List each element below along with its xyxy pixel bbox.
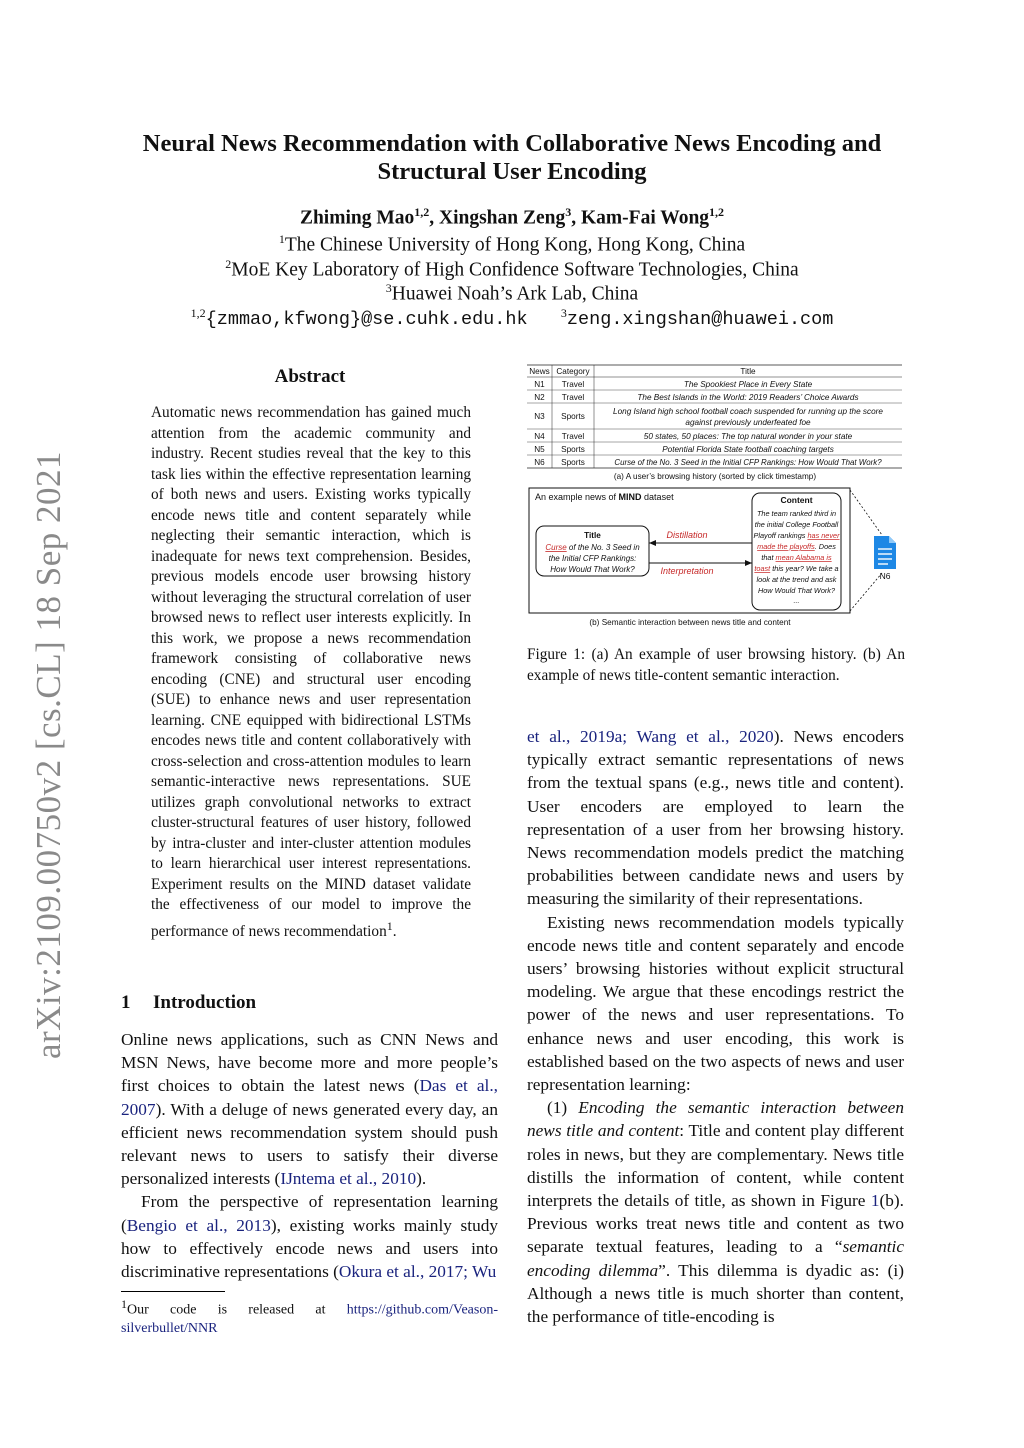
text: ; [622, 727, 637, 746]
text: Encoding the semantic interaction between news title and content [527, 1098, 904, 1141]
author-name: Kam-Fai Wong [581, 207, 710, 229]
text: (1) [547, 1098, 579, 1118]
table-header-category: Category [556, 367, 590, 376]
text: semantic encoding dilemma [527, 1237, 904, 1280]
doc-label: N6 [879, 571, 891, 581]
citation-link[interactable]: Das et al., 2007 [121, 1076, 498, 1119]
intro-right-column [527, 725, 904, 1328]
interpretation-label: Interpretation [660, 566, 714, 576]
row-category: Sports [561, 445, 585, 454]
aff-text: Huawei Noah’s Ark Lab, China [391, 283, 639, 305]
arxiv-side-stamp [28, 450, 70, 1060]
callout-line [850, 490, 882, 535]
footnote-mark: 1 [386, 918, 393, 933]
row-id: N4 [534, 432, 545, 441]
footnote-rule [121, 1291, 225, 1292]
author-sup: 1,2 [414, 205, 430, 219]
text: : Title and content play different roles in news, but they are complementary. News title distills the information of content, while content interprets the details of title, as shown in Figure [527, 1121, 905, 1211]
abstract-heading: Abstract [274, 366, 346, 387]
text: ). With a deluge of news generated every day, an efficient news recommendation system should push relevant news to users to satisfy their diverse personalized interests ( [121, 1099, 498, 1189]
row-id: N5 [534, 445, 545, 454]
caption-b: (b) Semantic interaction between news title and content [589, 618, 791, 627]
intro-paragraph-1 [121, 1028, 498, 1190]
row-title: 50 states, 50 places: The top natural wonder in your state [643, 432, 853, 441]
text: Online news applications, such as CNN News and MSN News, have become more and more people’s first choices to obtain the latest news ( [121, 1030, 498, 1096]
distillation-label: Distillation [666, 530, 708, 540]
section-title: Introduction [153, 992, 257, 1013]
row-title: The Best Islands in the World: 2019 Readers’ Choice Awards [637, 393, 859, 402]
row-title: The Spookiest Place in Every State [683, 380, 813, 389]
email-line [120, 306, 904, 330]
row-id: N3 [534, 412, 545, 421]
code-link[interactable]: https://github.com/Veason-silverbullet/NNR [121, 1302, 498, 1336]
content-line: How Would That Work? [757, 586, 836, 595]
intro-paragraph-2 [121, 1190, 498, 1283]
text: ). [416, 1169, 427, 1189]
example-label: An example news of MIND dataset [535, 492, 674, 502]
row-category: Travel [561, 393, 585, 402]
abstract-text [151, 403, 471, 942]
intro-left-column [121, 1028, 498, 1283]
row-title-line-1: Long Island high school football coach suspended for running up the score [613, 407, 883, 416]
content-line: The team ranked third in [756, 509, 837, 518]
content-line: made the playoffs. Does [757, 542, 836, 551]
text: ”. This dilemma is dyadic as: (i) Although a news title is much shorter than content, the performance of title-encoding is [527, 1260, 904, 1327]
row-id: N2 [534, 393, 545, 402]
author-name: Xingshan Zeng [439, 207, 566, 229]
author-sup: 1,2 [709, 205, 725, 219]
intro-paragraph-3 [527, 725, 904, 911]
content-box-heading: Content [780, 495, 813, 505]
author-list: Zhiming Mao$^{1,2}$, Xingshan Zeng$^3$, Kam-Fai Wong$^{1,2}$ [299, 205, 725, 229]
intro-paragraph-4: Existing news recommendation models typically encode news title and content separately and encode users’ browsing histories without explicit structural modeling. We argue that these encodings restrict the power of the news and user representations. To enhance news and user encoding, this work is established based on the two aspects of news and user representation learning: [527, 912, 904, 1095]
paper-title [120, 130, 904, 186]
citation-link[interactable]: Wang et al., 2020 [636, 727, 774, 746]
document-icon [874, 536, 896, 569]
figure-caption: Figure 1: (a) An example of user browsing history. (b) An example of news title-content semantic interaction. [527, 646, 905, 684]
content-line: that mean Alabama is [761, 553, 832, 562]
aff-sup: 2 [225, 257, 232, 271]
footnote [121, 1295, 498, 1338]
title-line-2: Structural User Encoding [377, 158, 647, 185]
email-text: {zmmao,kfwong}@se.cuhk.edu.hk [205, 309, 528, 331]
email-sup: 1,2 [190, 306, 206, 320]
row-category: Travel [561, 380, 585, 389]
aff-sup: 3 [385, 281, 392, 295]
row-title: Curse of the No. 3 Seed in the Initial CFP Rankings: How Would That Work? [614, 458, 882, 467]
arxiv-stamp-text: arXiv:2109.00750v2 [cs.CL] 18 Sep 2021 [29, 450, 68, 1060]
row-title-line-2: against previously underfeated foe [685, 418, 811, 427]
title-box-line-3: How Would That Work? [550, 565, 635, 574]
row-category: Travel [561, 432, 585, 441]
content-line: Playoff rankings has never [753, 531, 840, 540]
author-name: Zhiming Mao [299, 207, 415, 229]
text: From the perspective of representation learning ( [121, 1192, 498, 1235]
content-line: look at the trend and ask [756, 575, 837, 584]
text: ). News encoders typically extract semantic representations of news from the textual spans (e.g., news title and content). User encoders are employed to learn the representation of a user from her browsing history. News recommendation models predict the matching probabilities between candidate news and users by measuring the similarity of their representations. [527, 727, 904, 909]
title-line-1: Neural News Recommendation with Collaborative News Encoding and [142, 130, 882, 157]
section-number: 1 [121, 992, 131, 1013]
abstract-end: . [392, 922, 397, 940]
abstract-body: Automatic news recommendation has gained much attention from the academic community and industry. Recent studies reveal that the key to this task lies within the effective representation learning of both news and users. Existing works typically encode news title and content separately while neglecting their semantic interaction, which is inadequate for news text comprehension. Besides, previous models encode user browsing history without leveraging the structural correlation of user browsed news to reflect user interests explicitly. In this work, we propose a news recommendation framework consisting of collaborative news encoding (CNE) and structural user encoding (SUE) to enhance news and user representation learning. CNE equipped with bidirectional LSTMs encodes news title and content collaboratively with cross-selection and cross-attention modules to learn semantic-interactive news representations. SUE utilizes graph convolutional networks to extract cluster-structural features of user history, followed by intra-cluster and inter-cluster attention modules to learn hierarchical user interest representations. Experiment results on the MIND dataset validate the effectiveness of our model to improve the performance of news recommendation [151, 404, 471, 940]
text: ), existing works mainly study how to effectively encode news and users into discriminative representations ( [121, 1215, 498, 1282]
text: (b). Previous works treat news title and content as two separate textual features, leading to a “ [527, 1191, 904, 1257]
content-line: ... [793, 596, 800, 605]
author-sup: 3 [565, 205, 572, 219]
aff-text: The Chinese University of Hong Kong, Hong Kong, China [284, 234, 746, 256]
table-header-news: News [529, 367, 550, 376]
arrow-head [745, 560, 752, 566]
email-sup: 3 [560, 306, 567, 320]
content-line: the initial College Football [754, 520, 839, 529]
title-box-heading: Title [584, 531, 601, 540]
section-heading [121, 992, 501, 1014]
citation-link[interactable]: Okura et al., 2017; Wu [338, 1262, 497, 1282]
caption-a: (a) A user’s browsing history (sorted by click timestamp) [613, 472, 817, 481]
figure-1 [527, 363, 905, 633]
citation-link[interactable]: et al., 2019a [527, 727, 623, 746]
row-id: N6 [534, 458, 545, 467]
content-line: toast this year? We take a [754, 564, 839, 573]
row-id: N1 [534, 380, 545, 389]
aff-sup: 1 [278, 232, 285, 246]
affiliation-1 [120, 232, 904, 257]
intro-paragraph-5 [527, 1096, 904, 1328]
aff-text: MoE Key Laboratory of High Confidence Software Technologies, China [231, 259, 799, 281]
title-box-line-2: the Initial CFP Rankings: [548, 554, 637, 563]
footnote-text: Our code is released at [127, 1302, 347, 1318]
table-header-title: Title [740, 367, 756, 376]
title-box-line-1: Curse of the No. 3 Seed in [545, 543, 640, 552]
footnote-mark: 1 [121, 1297, 127, 1311]
citation-link[interactable]: IJntema et al., 2010 [280, 1169, 417, 1189]
row-title: Potential Florida State football coaching targets [662, 445, 834, 454]
citation-link[interactable]: Bengio et al., 2013 [126, 1215, 271, 1235]
arrow-head [649, 540, 656, 546]
affiliation-3 [120, 281, 904, 306]
callout-line [850, 573, 882, 611]
row-category: Sports [561, 458, 585, 467]
row-category: Sports [561, 412, 585, 421]
figure-ref-link[interactable]: 1 [870, 1191, 880, 1211]
affiliation-2 [120, 257, 904, 282]
email-text: zeng.xingshan@huawei.com [566, 309, 834, 331]
